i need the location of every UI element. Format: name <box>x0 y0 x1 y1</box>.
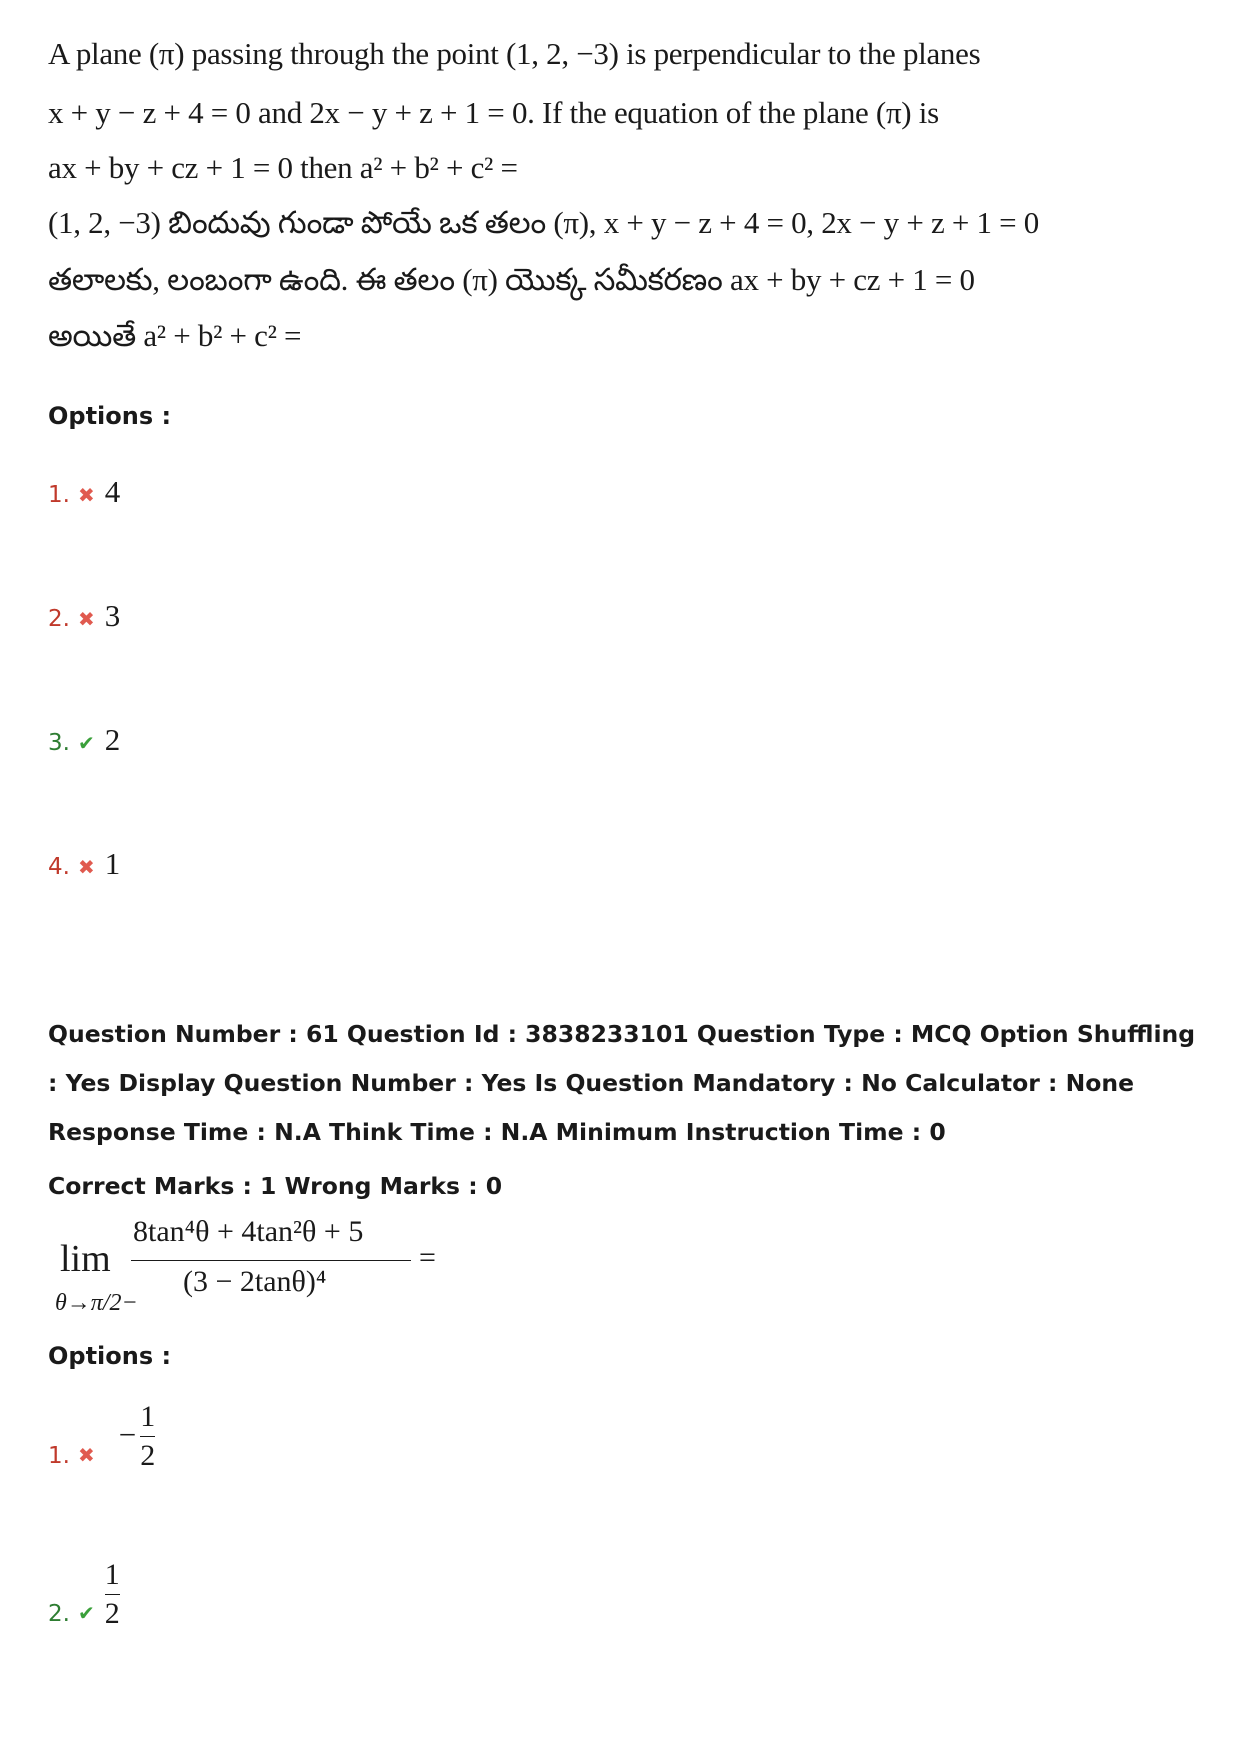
option-value: 2 <box>104 722 121 757</box>
cross-icon: ✖ <box>77 855 95 879</box>
limit-expression <box>55 1215 475 1335</box>
option-value: 4 <box>104 474 121 509</box>
question-text-te-3-content: అయితే a² + b² + c² = <box>48 318 302 353</box>
option-3 <box>48 722 120 758</box>
question-text-te-2 <box>48 262 975 305</box>
option-number: 2. <box>48 1601 70 1627</box>
question-text-te-1 <box>48 205 1039 248</box>
question-text-en-2 <box>48 95 939 131</box>
option-number: 3. <box>48 730 70 756</box>
q61-option-2 <box>48 1558 120 1631</box>
options-label-q61: Options : <box>48 1342 172 1370</box>
cross-icon: ✖ <box>77 1443 95 1467</box>
option-value: 3 <box>104 598 121 633</box>
option-number: 1. <box>48 482 70 508</box>
check-icon: ✔ <box>77 731 95 755</box>
question-marks: Correct Marks : 1 Wrong Marks : 0 <box>48 1172 503 1200</box>
question-text-te-2-content: తలాలకు, లంబంగా ఉంది. ఈ తలం (π) యొక్క సమీకరణం ax + by + cz + 1 = 0 <box>48 262 975 297</box>
fraction-bar <box>105 1594 120 1595</box>
option-1 <box>48 474 120 510</box>
fraction-denominator: 2 <box>104 1597 120 1630</box>
option-4 <box>48 846 120 882</box>
option-sign: − <box>118 1417 137 1452</box>
option-value: 1 <box>104 846 121 881</box>
limit-equals: = <box>419 1241 436 1274</box>
question-text-en-3 <box>48 150 518 186</box>
question-text-en-3-content: ax + by + cz + 1 = 0 then a² + b² + c² = <box>48 150 518 185</box>
question-text-te-3 <box>48 318 301 361</box>
cross-icon: ✖ <box>77 607 95 631</box>
fraction-denominator: 2 <box>140 1439 156 1472</box>
question-text-en-1 <box>48 36 980 72</box>
fraction-bar <box>140 1436 155 1437</box>
fraction-numerator: 1 <box>140 1400 156 1433</box>
limit-denominator: (3 − 2tanθ)⁴ <box>183 1265 327 1298</box>
option-number: 4. <box>48 854 70 880</box>
check-icon: ✔ <box>77 1601 95 1625</box>
limit-fraction-bar <box>131 1260 411 1261</box>
question-text-en-2-content: x + y − z + 4 = 0 and 2x − y + z + 1 = 0. If the equation of the plane (π) is <box>48 95 939 130</box>
option-number: 2. <box>48 606 70 632</box>
option-number: 1. <box>48 1443 70 1469</box>
option-fraction <box>105 1558 120 1631</box>
option-fraction <box>140 1400 155 1473</box>
cross-icon: ✖ <box>77 483 95 507</box>
limit-subscript: θ→π/2− <box>55 1290 138 1316</box>
limit-numerator: 8tan⁴θ + 4tan²θ + 5 <box>133 1215 364 1248</box>
question-text-en-1-content: A plane (π) passing through the point (1, 2, −3) is perpendicular to the planes <box>48 36 981 71</box>
question-meta: Question Number : 61 Question Id : 3838233101 Question Type : MCQ Option Shuffling : Yes Display Question Number : Yes Is Question Mandatory : No Calculator : None Response Time : N.A Think Time : N.A Minimum Instruction Time : 0 <box>48 1020 1196 1146</box>
limit-lim: lim <box>60 1238 111 1280</box>
q61-option-1 <box>48 1400 155 1473</box>
option-2 <box>48 598 120 634</box>
question-text-te-1-content: (1, 2, −3) బిందువు గుండా పోయే ఒక తలం (π), x + y − z + 4 = 0, 2x − y + z + 1 = 0 <box>48 205 1039 240</box>
fraction-numerator: 1 <box>104 1558 120 1591</box>
options-label: Options : <box>48 402 172 430</box>
